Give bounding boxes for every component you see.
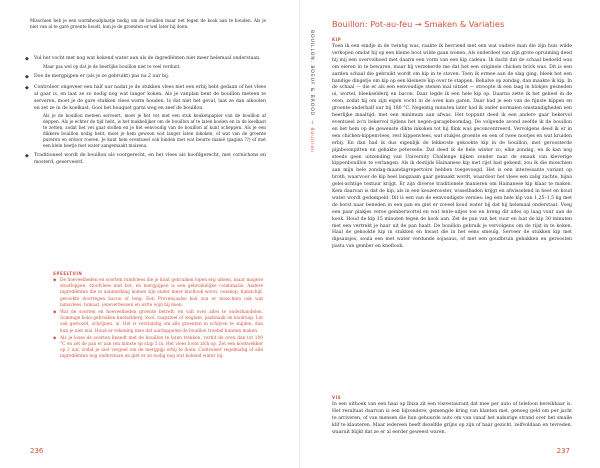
page-number: 237 [556, 447, 570, 455]
method-step [25, 85, 266, 150]
tip-item [53, 278, 263, 309]
section-heading: VIS [332, 395, 342, 400]
bullet-icon: ◆ [53, 278, 57, 283]
bullet-icon: ◆ [25, 73, 29, 80]
page-number: 236 [30, 447, 44, 455]
tip-text: Wat de soorten en hoeveelheden groente betreft: en valt over alles te onderhandelen. Sommige koks gebruiken knolselderij, kool, raapsteel of weglate, pastinaak en koolraap. Let ook gestoofd, schrijnen, ui. Het is verstandig om alle groenten in schijven te snijden, dan kun je niet mis. Houd er rekening mee dat aardappelen de bouillon troebel kunnen maken. [60, 310, 263, 334]
step-note: Als je de bouillon meteen serveert, moet je het vet met een stuk keukenpapier van de bouillon af deppen. Als je echter de tijd hebt, is het makkelijker om de bouillon af te laten koelen en in de koelkast te zetten, zodat het vet gaat stollen en je het eenvoudig van de bouillon af kunt scheppen. Als je een dikkere bouillon nodig hebt, moet je hem gewoon wat langer laten inkoken, of wat van de groente pureren en erdoor roeren. Je kunt hem eventueel ook binden met wat beurre manié (pagina ??) of met een klein beetje met water aangemaakt maizena. [43, 113, 266, 149]
section-heading: KIP [332, 37, 342, 42]
section-text: Toen ik een eindje in de twintig was, raakte ik bevriend met een wat oudere man die zijn huis wilde verkopen omdat hij op een kleine boot wilde gaan wonen. Als onderdeel van zijn grote opruiming deed hij mij een overvolhoed met daarin een vorm van een kip cadeau. Ik dacht dat de schaal bedoeld was om eieren in te bewaren, maar hij verzekerde me dat het een originele chicken brick was. Dit is een aarden schaal die gebruikt wordt om kip in te stoven. Toen ik ermee aan de slag ging, bleek het een handige dingetje om kip op een kleinere kip over te stappen. Behalve op zondag, dan maakte ik kip. In de schaal — die er als een eenvoudige stenen mal uitziet — stroopte ik een laag in blokjes gesneden ui, wortel, bleekselderij en bacon. Daar legde ik een hele kip op. Daarna zette ik het geheel in de oven, zodat hij om zijn eigen vocht in de oven kan garen. Daar had je een van de fijnste kippen en groente-anderhalf uur bij 180 °C. Negentig minuten later had ik onder normalen omstandigheden een heerlijke maaltijd: met een minimum aan afwas. Het toppunt deed ik een andere gaar bekervol eventueel zo'n bekervol tijdens het negen-garageboomdag. De volgende avond zeefde ik de bouillon en liet hem op de gewenste dikte inkoken tot hij flink was geconcentreerd. Vervolgens deed ik er in een chicken-kippenvlees, rest kippenvlees, wat stukjes groente en een of twee nootjes en wat kruiden erbij. En dan had ik dus eigenlijk de lekkerste gekookte kip in de bouillon, met geroosterde pijnboompitten en gehakte peterselie. Dat deed ik de hele winter zo, elke zondag, en ik kan nog steeds geen uitzending van University Challenge kijken zonder naar de smaak van kleverige kippenbouillon te verlangen. Als ik destijds Hainanese kip met rijst had gekend, zou ik die misschien aan mijn hele zondag-maandagrepertoire hebben toegevoegd. Het is een interessante variant op broth, waarvoor de kip heel langzaam gaar gemaakt wordt, waardoor het vlees een zalig zachte, bijna gelei-achtige textuur krijgt. Er zijn diverse traditionele manieren om Hainanese kip klaar te maken. Kem daarvan is dat de kip, als in een keuzerooster, wisselbaden krijgt en afwisselend in heet en koud water wordt gedompeld. Dit is een van de eenvoudigste versies: leg een hele kip van 1,25–1,5 kg met de borst naar beneden in een pan en giet er zoveel koud water bij dat hij helemaal onderstaat. Voeg een paar plakjes verse gemberwortel en wat lente-uitjes toe en breng dit alles op laag vuur aan de kook. Houd de kip 15 minuten tegen de kook aan. Zet de pan van het vuur en laat de kip 30 minuten met een vertrekt je haar uit de pan haalt. De bouillon gebruik je vervolgens om de rijst in te koken. Haal de gekookte kip in stukken en kwast die in het eens smeuïg. Serveer de stukken kip met dipsausjes, soula een met water verdunde sojasaus, of met een goudbruin gebakken en geroosten pasta van gember en knoflook. [332, 44, 572, 250]
tips-box [53, 271, 263, 362]
step-text: Traditioneel wordt de bouillon als voorgerecht, en het vlees als hoofdgerecht, met cornichons en mosterd, geserveerd. [34, 153, 266, 166]
bullet-icon: ◆ [25, 153, 29, 160]
tip-text: Als je losse de soorten kneedt met de bouillon te laten trekken, verhit de oven dan tot 100 °C en zet de pan er aan ten minste op stap 5 in. Het vlees loont zich op. Zet een kookwekker op 2 uur, zodat je niet vergeet om de mergpijp erbij te doen. Controleer regelmatig of alle ingrediënten nog onderstaan en giet er zo nodig nog wat kokend water bij. [60, 335, 263, 360]
method-steps [25, 56, 266, 171]
page-title: Bouillon: Pot-au-feu → Smaken & Variaties [332, 19, 505, 29]
bullet-icon: ◆ [25, 56, 29, 62]
bullet-icon: ◆ [53, 335, 57, 341]
step-text: Doe de mergpijpen er (als je ze gebruikt) pas na 2 uur bij. [34, 73, 170, 79]
right-page [300, 0, 600, 468]
bullet-icon: ◆ [53, 310, 57, 316]
tips-label: SPEELTUIN [53, 271, 83, 276]
tip-item [53, 336, 263, 361]
bullet-icon: ◆ [25, 84, 29, 91]
method-step [25, 56, 266, 70]
step-text: Vul het vocht met nog wat kokend water aan als de ingrediënten niet meer helemaal onderstaan. [34, 56, 261, 61]
step-text: Controleer ongeveer een half uur nadat je de stukken vlees met een erbij hebt gedaan of het vlees al gaar is, en laat ze zo nodig nog wat langer koken. Als je vanplan bent de bouillon meteen te serveren, moet je de gare stukken vlees warm houden. Is dat niet het geval, laat ze dan alkoolen en zet ze in de koelkast. Gooi het bouquet garni weg en zeef de bouillon. [34, 84, 266, 111]
method-step [25, 153, 266, 167]
running-head-title: BOUILLON, BOEUF & BROOD [309, 30, 314, 117]
section-vis [332, 395, 572, 437]
tips-list [53, 278, 263, 361]
running-head-sub: → Bouillon [309, 120, 314, 153]
section-kip [332, 37, 572, 251]
method-step [25, 74, 266, 81]
intro-paragraph: Misschien heb je een warmhoudplaatje nodig om de bouillon maar net tegen de kook aan te houden. Als je niet van al te gare groente houdt, kun je de groenten er wel later bij doen. [30, 18, 266, 30]
step-note: Maar pas wel op dat je de heerlijke bouillon niet te veel verdunt. [43, 63, 181, 69]
tip-item [53, 310, 263, 335]
section-text: In een uithoek van een haai op Ibiza zit een visrestaurant dat mee per auto of telefoon bereikbaar is. Het resultaat daarvan is een bijzondere, gemengde kring van klanten met, genoeg geld om per jacht te arriveren, of van mensen die hun gehuurde auto om van vanaf het naburige strand over het smalle klif te klauteren. Maar iedereen heeft dezelfde grijns op zijn of haar gezicht, zelfvoldaan en tevreden, waaruit blijkt dat ze er al eerder geweest waren. [332, 402, 572, 435]
tip-text: De hoeveelheden en soorten rundvlees die je kunt gebruiken lopen erg uiteen, maar magere stoofloppen, stoofvlees met bot, en mergpijpen is een gebruikelijke combinatie. Andere ingrediënten die in aanmerking komen zijn onder meer knoflook worst, ossekop, hamschijf, gerookte doorregen bacon of tong. Een Provençaalse kok zou er misschien ook wat lamsvlees, tomaat, jeneverbessen en witte wijn bij doen. [60, 278, 263, 308]
